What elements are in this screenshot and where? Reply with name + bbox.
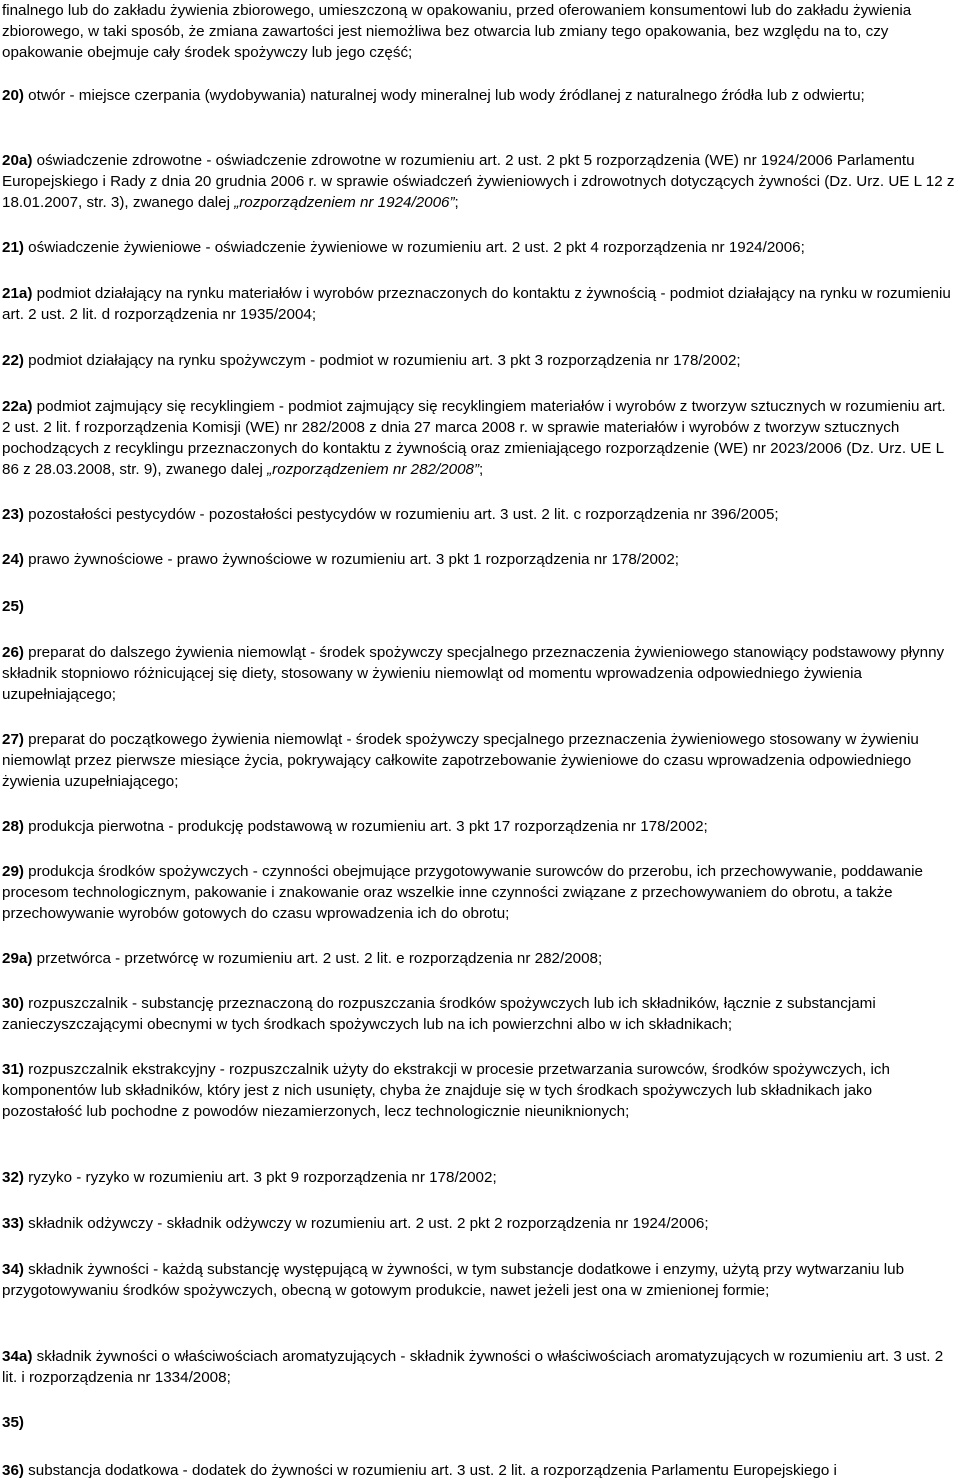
entry-number: 27)	[2, 731, 24, 748]
entry-text: finalnego lub do zakładu żywienia zbiorowego, umieszczoną w opakowaniu, przed oferowaniem konsumentowi lub do zakładu żywienia zbiorowego, w taki sposób, że zmiana zawartości jest niemożliwa bez otwarcia lub zmiany tego opakowania, bez względu na to, czy opakowanie obejmuje cały środek spożywczy lub jego część;	[2, 2, 912, 61]
entry-number: 24)	[2, 551, 24, 568]
definition-entry	[2, 350, 956, 371]
entry-italic-term: „rozporządzeniem nr 1924/2006”	[234, 194, 455, 211]
entry-number: 34a)	[2, 1348, 33, 1365]
entry-number: 25)	[2, 598, 24, 615]
definition-entry	[2, 1460, 956, 1481]
definition-entry	[2, 396, 956, 480]
definition-entry	[2, 1059, 956, 1122]
entry-text: otwór - miejsce czerpania (wydobywania) naturalnej wody mineralnej lub wody źródlanej z naturalnego źródła lub z odwiertu;	[23, 87, 865, 104]
definition-entry	[2, 1213, 956, 1234]
definition-entry	[2, 596, 956, 617]
entry-number: 21)	[2, 239, 24, 256]
entry-number: 21a)	[2, 285, 33, 302]
entry-italic-term: „rozporządzeniem nr 282/2008”	[267, 461, 480, 478]
definition-entry	[2, 642, 956, 705]
entry-tail: ;	[454, 194, 459, 211]
entry-text: preparat do dalszego żywienia niemowląt - środek spożywczy specjalnego przeznaczenia żywieniowego stanowiący podstawowy płynny składnik stopniowo różnicującej się diety, stosowany w żywieniu niemowląt od momentu wprowadzenia odpowiedniego żywienia uzupełniającego;	[2, 644, 945, 703]
definition-entry	[2, 1412, 956, 1433]
entry-number: 34)	[2, 1261, 24, 1278]
entry-number: 36)	[2, 1462, 24, 1479]
entry-text: substancja dodatkowa - dodatek do żywności w rozumieniu art. 3 ust. 2 lit. a rozporządzenia Parlamentu Europejskiego i	[23, 1462, 837, 1479]
entry-number: 20)	[2, 87, 24, 104]
definition-entry	[2, 237, 956, 258]
entry-text: preparat do początkowego żywienia niemowląt - środek spożywczy specjalnego przeznaczenia żywieniowego stosowany w żywieniu niemowląt przez pierwsze miesiące życia, pokrywający całkowite zapotrzebowanie żywieniowe do czasu wprowadzenia odpowiedniego żywienia uzupełniającego;	[2, 731, 919, 790]
entry-text: podmiot zajmujący się recyklingiem - podmiot zajmujący się recyklingiem materiałów i wyrobów z tworzyw sztucznych w rozumieniu art. 2 ust. 2 lit. f rozporządzenia Komisji (WE) nr 282/2008 z dnia 27 marca 2008 r. w sprawie materiałów i wyrobów z tworzyw sztucznych pochodzących z recyklingu przeznaczonych do kontaktu z żywnością oraz zmieniającego rozporządzenie (WE) nr 2023/2006 (Dz. Urz. UE L 86 z 28.03.2008, str. 9), zwanego dalej	[2, 398, 946, 478]
definition-entry	[2, 0, 956, 63]
entry-text: składnik żywności o właściwościach aromatyzujących - składnik żywności o właściwościach aromatyzujących w rozumieniu art. 3 ust. 2 lit. i rozporządzenia nr 1334/2008;	[2, 1348, 944, 1386]
entry-number: 29a)	[2, 950, 33, 967]
entry-text: ryzyko - ryzyko w rozumieniu art. 3 pkt 9 rozporządzenia nr 178/2002;	[23, 1169, 497, 1186]
entry-number: 30)	[2, 995, 24, 1012]
entry-text: prawo żywnościowe - prawo żywnościowe w rozumieniu art. 3 pkt 1 rozporządzenia nr 178/2002;	[23, 551, 680, 568]
entry-text: podmiot działający na rynku spożywczym - podmiot w rozumieniu art. 3 pkt 3 rozporządzenia nr 178/2002;	[23, 352, 741, 369]
entry-text: przetwórca - przetwórcę w rozumieniu art. 2 ust. 2 lit. e rozporządzenia nr 282/2008;	[32, 950, 603, 967]
definition-entry	[2, 729, 956, 792]
entry-number: 26)	[2, 644, 24, 661]
definition-entry	[2, 861, 956, 924]
definition-entry	[2, 283, 956, 325]
definition-entry	[2, 85, 956, 106]
entry-text: produkcja pierwotna - produkcję podstawową w rozumieniu art. 3 pkt 17 rozporządzenia nr 178/2002;	[23, 818, 708, 835]
entry-text: oświadczenie żywieniowe - oświadczenie żywieniowe w rozumieniu art. 2 ust. 2 pkt 4 rozporządzenia nr 1924/2006;	[23, 239, 805, 256]
entry-number: 31)	[2, 1061, 24, 1078]
definition-entry	[2, 1259, 956, 1301]
entry-number: 28)	[2, 818, 24, 835]
entry-text: składnik żywności - każdą substancję występującą w żywności, w tym substancje dodatkowe i enzymy, użytą przy wytwarzaniu lub przygotowywaniu środków spożywczych, obecną w gotowym produkcie, nawet jeżeli jest ona w zmienionej formie;	[2, 1261, 905, 1299]
entry-number: 20a)	[2, 152, 33, 169]
definition-entry	[2, 993, 956, 1035]
entry-number: 22a)	[2, 398, 33, 415]
entry-number: 29)	[2, 863, 24, 880]
entry-number: 23)	[2, 506, 24, 523]
entry-text: rozpuszczalnik ekstrakcyjny - rozpuszczalnik użyty do ekstrakcji w procesie przetwarzania surowców, środków spożywczych, ich komponentów lub składników, który jest z nich usunięty, chyba że znajduje się w tych środkach spożywczych lub składnikach jako pozostałość lub pochodne z powodów niezamierzonych, lecz technologicznie nieuniknionych;	[2, 1061, 890, 1120]
entry-number: 32)	[2, 1169, 24, 1186]
entry-text: składnik odżywczy - składnik odżywczy w rozumieniu art. 2 ust. 2 pkt 2 rozporządzenia nr 1924/2006;	[23, 1215, 709, 1232]
entry-number: 35)	[2, 1414, 24, 1431]
definition-entry	[2, 1167, 956, 1188]
entry-number: 22)	[2, 352, 24, 369]
entry-text: produkcja środków spożywczych - czynności obejmujące przygotowywanie surowców do przerobu, ich przechowywanie, poddawanie procesom technologicznym, pakowanie i znakowanie oraz wszelkie inne czynności związane z przechowywaniem do obrotu, a także przechowywanie wyrobów gotowych do czasu wprowadzenia ich do obrotu;	[2, 863, 923, 922]
definition-entry	[2, 504, 956, 525]
entry-tail: ;	[479, 461, 484, 478]
entry-text: pozostałości pestycydów - pozostałości pestycydów w rozumieniu art. 3 ust. 2 lit. c rozporządzenia nr 396/2005;	[23, 506, 779, 523]
definition-entry	[2, 549, 956, 570]
definition-entry	[2, 948, 956, 969]
entry-text: podmiot działający na rynku materiałów i wyrobów przeznaczonych do kontaktu z żywnością - podmiot działający na rynku w rozumieniu art. 2 ust. 2 lit. d rozporządzenia nr 1935/2004;	[2, 285, 951, 323]
definition-entry	[2, 150, 956, 213]
definition-entry	[2, 816, 956, 837]
entry-text: oświadczenie zdrowotne - oświadczenie zdrowotne w rozumieniu art. 2 ust. 2 pkt 5 rozporządzenia (WE) nr 1924/2006 Parlamentu Europejskiego i Rady z dnia 20 grudnia 2006 r. w sprawie oświadczeń żywieniowych i zdrowotnych dotyczących żywności (Dz. Urz. UE L 12 z 18.01.2007, str. 3), zwanego dalej	[2, 152, 955, 211]
entry-text: rozpuszczalnik - substancję przeznaczoną do rozpuszczania środków spożywczych lub ich składników, łącznie z substancjami zanieczyszczającymi obecnymi w tych środkach spożywczych lub na ich powierzchni albo w ich składnikach;	[2, 995, 876, 1033]
entry-number: 33)	[2, 1215, 24, 1232]
definition-entry	[2, 1346, 956, 1388]
